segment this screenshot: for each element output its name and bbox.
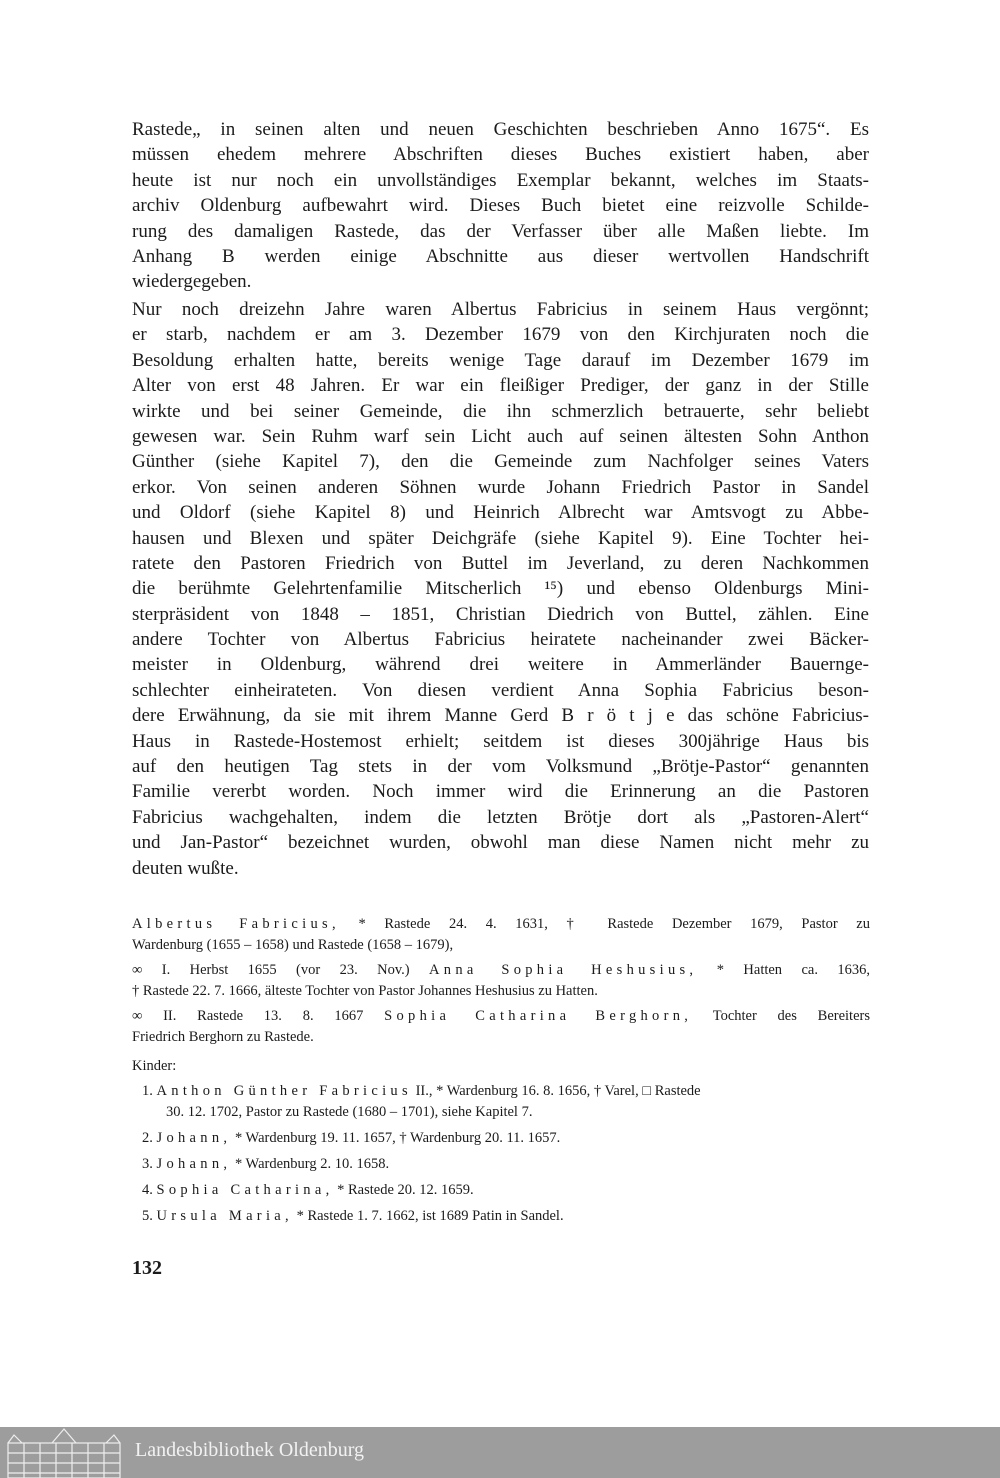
genealogy-marriage-2 [132, 1006, 870, 1048]
child-number: 5. [142, 1208, 153, 1224]
child-details: 30. 12. 1702, Pastor zu Rastede (1680 – 1701), siehe Kapitel 7. [166, 1104, 533, 1120]
child-number: 2. [142, 1130, 153, 1146]
child-name: Sophia Catharina, [156, 1182, 334, 1198]
library-name: Landesbibliothek Oldenburg [135, 1439, 365, 1461]
children-list-items [142, 1081, 872, 1227]
child-details: * Rastede 20. 12. 1659. [333, 1182, 474, 1198]
child-details: * Wardenburg 2. 10. 1658. [231, 1156, 390, 1172]
person-details: * Hatten ca. 1636, [697, 962, 870, 978]
library-building-logo-icon [4, 1427, 124, 1478]
text-line: Haus in Rastede-Hostemost erhielt; seitdem ist dieses 300jährige Haus bis [132, 730, 869, 752]
person-name: Sophia Catharina Berghorn, [384, 1008, 693, 1024]
child-item [142, 1180, 872, 1201]
person-details: Tochter des Bereiters [692, 1008, 870, 1024]
person-details: Friedrich Berghorn zu Rastede. [132, 1029, 314, 1045]
text-line: wirkte und bei seiner Gemeinde, die ihn schmerzlich betrauerte, sehr beliebt [132, 400, 869, 422]
child-name: Johann, [156, 1156, 232, 1172]
text-line: Fabricius wachgehalten, indem die letzten Brötje dort als „Pastoren-Alert“ [132, 806, 869, 828]
text-line: rung des damaligen Rastede, das der Verfasser über alle Maßen liebte. Im [132, 220, 869, 242]
text-line: und Oldorf (siehe Kapitel 8) und Heinrich Albrecht war Amtsvogt zu Abbe- [132, 502, 869, 524]
child-item [142, 1154, 872, 1175]
text-line: schlechter einheirateten. Von diesen verdient Anna Sophia Fabricius beson- [132, 679, 869, 701]
text-line: Anhang B werden einige Abschnitte aus dieser wertvollen Handschrift [132, 245, 869, 267]
marriage-prefix: ∞ II. Rastede 13. 8. 1667 [132, 1008, 385, 1024]
text-line: meister in Oldenburg, während drei weitere in Ammerländer Bauernge- [132, 654, 869, 676]
text-line: dere Erwähnung, da sie mit ihrem Manne Gerd B r ö t j e das schöne Fabricius- [132, 705, 869, 727]
child-name: Anthon Günther Fabricius [156, 1083, 412, 1099]
child-details: II., * Wardenburg 16. 8. 1656, † Varel, □ Rastede [411, 1083, 701, 1099]
child-details: * Rastede 1. 7. 1662, ist 1689 Patin in Sandel. [292, 1208, 564, 1224]
text-line: sterpräsident von 1848 – 1851, Christian Diedrich von Buttel, zählen. Eine [132, 603, 869, 625]
text-line: die berühmte Gelehrtenfamilie Mitscherlich ¹⁵) und ebenso Oldenburgs Mini- [132, 578, 869, 600]
text-line: müssen ehedem mehrere Abschriften dieses Buches existiert haben, aber [132, 144, 869, 166]
child-name: Ursula Maria, [156, 1208, 293, 1224]
text-line: hausen und Blexen und später Deichgräfe (siehe Kapitel 9). Eine Tochter hei- [132, 527, 869, 549]
child-item [142, 1128, 872, 1149]
person-details: Wardenburg (1655 – 1658) und Rastede (1658 – 1679), [132, 937, 454, 953]
child-number: 3. [142, 1156, 153, 1172]
person-name: Anna Sophia Heshusius, [429, 962, 698, 978]
genealogy-marriage-1 [132, 960, 870, 1002]
text-line: wiedergegeben. [132, 271, 252, 293]
text-line: deuten wußte. [132, 857, 239, 879]
text-line: Familie vererbt worden. Noch immer wird die Erinnerung an die Pastoren [132, 781, 869, 803]
text-line: ratete den Pastoren Friedrich von Buttel im Jeverland, zu deren Nachkommen [132, 552, 869, 574]
person-name: Albertus Fabricius, [132, 916, 340, 932]
marriage-prefix: ∞ I. Herbst 1655 (vor 23. Nov.) [132, 962, 430, 978]
text-line: und Jan-Pastor“ bezeichnet wurden, obwohl man diese Namen nicht mehr zu [132, 832, 869, 854]
child-name: Johann, [156, 1130, 232, 1146]
paragraph-2 [132, 297, 869, 881]
text-line: Alter von erst 48 Jahren. Er war ein fleißiger Prediger, der ganz in der Stille [132, 375, 869, 397]
text-line: Besoldung erhalten hatte, bereits wenige Tage darauf im Dezember 1679 im [132, 349, 869, 371]
child-number: 4. [142, 1182, 153, 1198]
child-details: * Wardenburg 19. 11. 1657, † Wardenburg 20. 11. 1657. [231, 1130, 561, 1146]
text-line: gewesen war. Sein Ruhm warf sein Licht auch auf seinen ältesten Sohn Anthon [132, 425, 869, 447]
text-line: erkor. Von seinen anderen Söhnen wurde Johann Friedrich Pastor in Sandel [132, 476, 869, 498]
genealogy-albertus [132, 914, 870, 956]
page-number: 132 [132, 1257, 162, 1279]
text-line: Nur noch dreizehn Jahre waren Albertus Fabricius in seinem Haus vergönnt; [132, 299, 869, 320]
child-item [142, 1081, 872, 1102]
text-line: heute ist nur noch ein unvollständiges Exemplar bekannt, welches im Staats- [132, 169, 869, 191]
text-line: Günther (siehe Kapitel 7), den die Gemeinde zum Nachfolger seines Vaters [132, 451, 869, 473]
paragraph-1 [132, 117, 869, 295]
child-number: 1. [142, 1083, 153, 1099]
text-line: auf den heutigen Tag stets in der vom Volksmund „Brötje-Pastor“ genannten [132, 756, 869, 778]
person-details: † Rastede 22. 7. 1666, älteste Tochter von Pastor Johannes Heshusius zu Hatten. [132, 983, 598, 999]
text-line: Rastede„ in seinen alten und neuen Geschichten beschrieben Anno 1675“. Es [132, 119, 869, 140]
library-footer-banner [0, 1427, 1000, 1478]
child-item [142, 1206, 872, 1227]
children-heading: Kinder: [132, 1058, 177, 1074]
text-line: archiv Oldenburg aufbewahrt wird. Dieses Buch bietet eine reizvolle Schilde- [132, 195, 869, 217]
person-details: * Rastede 24. 4. 1631, † Rastede Dezember 1679, Pastor zu [339, 916, 870, 932]
text-line: er starb, nachdem er am 3. Dezember 1679 von den Kirchjuraten noch die [132, 324, 869, 346]
text-line: andere Tochter von Albertus Fabricius heiratete nacheinander zwei Bäcker- [132, 629, 869, 651]
